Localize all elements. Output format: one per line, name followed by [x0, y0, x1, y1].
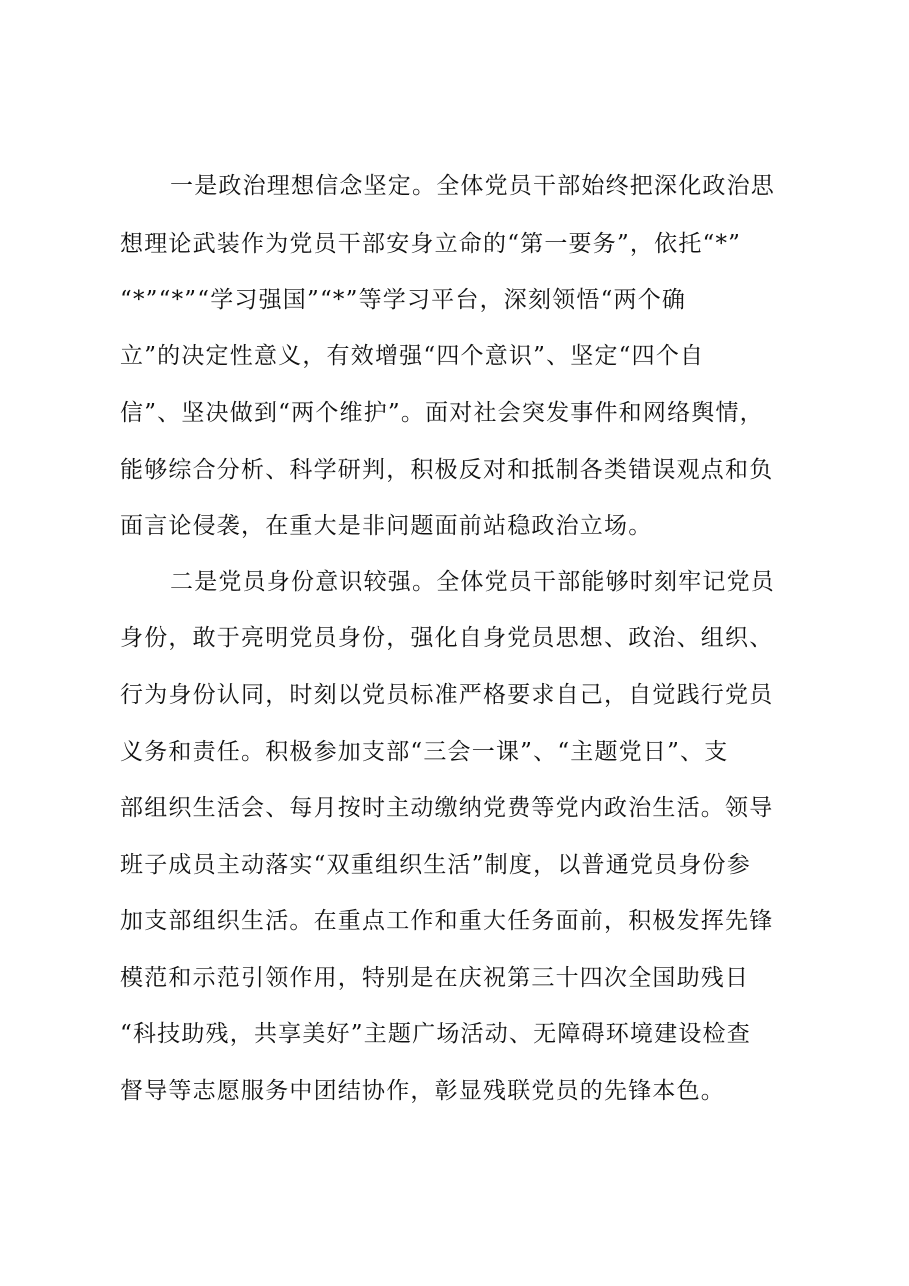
paragraph-line: 身份，敢于亮明党员身份，强化自身党员思想、政治、组织、 — [120, 625, 774, 651]
paragraph-line: 面言论侵袭，在重大是非问题面前站稳政治立场。 — [120, 513, 653, 539]
paragraph-line: 班子成员主动落实“双重组织生活”制度，以普通党员身份参 — [120, 852, 751, 878]
paragraph-line: 加支部组织生活。在重点工作和重大任务面前，积极发挥先锋 — [120, 908, 774, 934]
paragraph-line: 部组织生活会、每月按时主动缴纳党费等党内政治生活。领导 — [120, 795, 774, 821]
paragraph-line: 行为身份认同，时刻以党员标准严格要求自己，自觉践行党员 — [120, 682, 774, 708]
paragraph-line: “科技助残，共享美好”主题广场活动、无障碍环境建设检查 — [120, 1021, 751, 1047]
paragraph-line: 模范和示范引领作用，特别是在庆祝第三十四次全国助残日 — [120, 965, 750, 991]
paragraph-line: 信”、坚决做到“两个维护”。面对社会突发事件和网络舆情， — [120, 400, 764, 426]
paragraph-line: 一是政治理想信念坚定。全体党员干部始终把深化政治思 — [170, 173, 775, 199]
paragraph-line: 立”的决定性意义，有效增强“四个意识”、坚定“四个自 — [120, 343, 705, 369]
paragraph-line: “*”“*”“学习强国”“*”等学习平台，深刻领悟“两个确 — [120, 287, 687, 313]
paragraph-line: 督导等志愿服务中团结协作，彰显残联党员的先锋本色。 — [120, 1078, 725, 1104]
paragraph-line: 义务和责任。积极参加支部“三会一课”、“主题党日”、支 — [120, 739, 729, 765]
paragraph-line: 二是党员身份意识较强。全体党员干部能够时刻牢记党员 — [170, 569, 775, 595]
paragraph-line: 能够综合分析、科学研判，积极反对和抵制各类错误观点和负 — [120, 457, 774, 483]
paragraph-line: 想理论武装作为党员干部安身立命的“第一要务”，依托“*” — [120, 231, 742, 257]
